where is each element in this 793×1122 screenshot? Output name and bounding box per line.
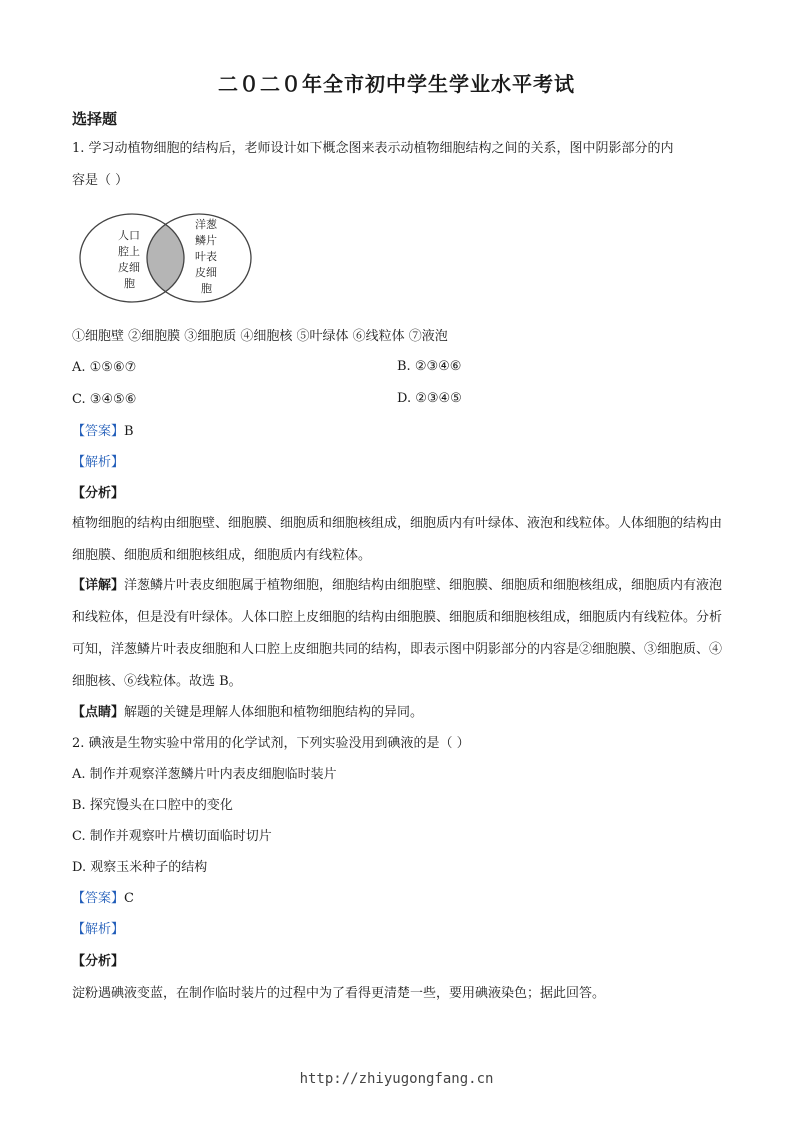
q1-xiangjie-tag: 【详解】 xyxy=(72,578,125,593)
q1-answer-tag: 【答案】 xyxy=(72,424,125,439)
q2-answer xyxy=(72,890,134,908)
venn-right-label-3: 叶表 xyxy=(195,250,217,263)
venn-left-label-4: 胞 xyxy=(124,277,135,290)
q1-xiangjie-text: 洋葱鳞片叶表皮细胞属于植物细胞，细胞结构由细胞壁、细胞膜、细胞质和细胞核组成，细胞质内有液泡和线粒体，但是没有叶绿体。人体口腔上皮细胞的结构由细胞膜、细胞质和细胞核组成，细胞质内有线粒体。分析可知，洋葱鳞片叶表皮细胞和人口腔上皮细胞共同的结构，即表示图中阴影部分的内容是②细胞膜、③细胞质、④细胞核、⑥线粒体。故选 B。 xyxy=(72,578,723,689)
q1-stem-line1: 1. 学习动植物细胞的结构后，老师设计如下概念图来表示动植物细胞结构之间的关系，图中阴影部分的内 xyxy=(72,141,674,156)
page-title: 二０二０年全市初中学生学业水平考试 xyxy=(218,72,575,96)
q1-jiexi-tag: 【解析】 xyxy=(72,455,125,470)
q1-fenxi-text: 植物细胞的结构由细胞壁、细胞膜、细胞质和细胞核组成，细胞质内有叶绿体、液泡和线粒体。人体细胞的结构由细胞膜、细胞质和细胞核组成，细胞质内有线粒体。 xyxy=(72,516,723,563)
q2-option-a: A. 制作并观察洋葱鳞片叶内表皮细胞临时装片 xyxy=(72,767,337,782)
q2-stem: 2. 碘液是生物实验中常用的化学试剂，下列实验没用到碘液的是（ ） xyxy=(72,736,470,751)
q1-dianjing-tag: 【点睛】 xyxy=(72,705,125,720)
q1-xiangjie xyxy=(72,570,724,698)
q1-dianjing-text: 解题的关键是理解人体细胞和植物细胞结构的异同。 xyxy=(124,705,424,720)
q2-jiexi xyxy=(72,921,124,939)
q1-stem-line2: 容是（ ） xyxy=(72,173,129,188)
venn-left-label-3: 皮细 xyxy=(118,261,140,274)
section-heading: 选择题 xyxy=(72,110,118,128)
venn-right-label-4: 皮细 xyxy=(195,266,217,279)
q2-option-c: C. 制作并观察叶片横切面临时切片 xyxy=(72,829,272,844)
q2-fenxi-tag: 【分析】 xyxy=(72,954,125,969)
q1-dianjing xyxy=(72,704,423,722)
q2-answer-tag: 【答案】 xyxy=(72,891,125,906)
venn-right-label-5: 胞 xyxy=(201,282,212,295)
footer-url: http://zhiyugongfang.cn xyxy=(299,1071,494,1087)
q1-jiexi xyxy=(72,454,124,472)
venn-left-label-2: 腔上 xyxy=(118,245,140,258)
q1-option-a: A. ①⑤⑥⑦ xyxy=(72,360,137,375)
venn-left-label-1: 人口 xyxy=(118,229,140,242)
q2-option-b: B. 探究馒头在口腔中的变化 xyxy=(72,798,233,813)
q2-option-d: D. 观察玉米种子的结构 xyxy=(72,860,208,875)
q2-jiexi-tag: 【解析】 xyxy=(72,922,125,937)
venn-right-label-2: 鳞片 xyxy=(195,234,217,247)
q2-fenxi-text: 淀粉遇碘液变蓝，在制作临时装片的过程中为了看得更清楚一些，要用碘液染色；据此回答。 xyxy=(72,986,606,1001)
q1-option-d: D. ②③④⑤ xyxy=(397,391,462,406)
q1-fenxi-tag: 【分析】 xyxy=(72,486,125,501)
q1-answer-value: B xyxy=(124,424,134,439)
q1-items: ①细胞壁 ②细胞膜 ③细胞质 ④细胞核 ⑤叶绿体 ⑥线粒体 ⑦液泡 xyxy=(72,329,448,344)
venn-right-label-1: 洋葱 xyxy=(195,218,217,231)
q1-option-c: C. ③④⑤⑥ xyxy=(72,392,137,407)
q1-option-b: B. ②③④⑥ xyxy=(397,359,462,374)
q2-answer-value: C xyxy=(124,891,134,906)
venn-diagram xyxy=(78,210,253,306)
q1-answer xyxy=(72,423,134,441)
